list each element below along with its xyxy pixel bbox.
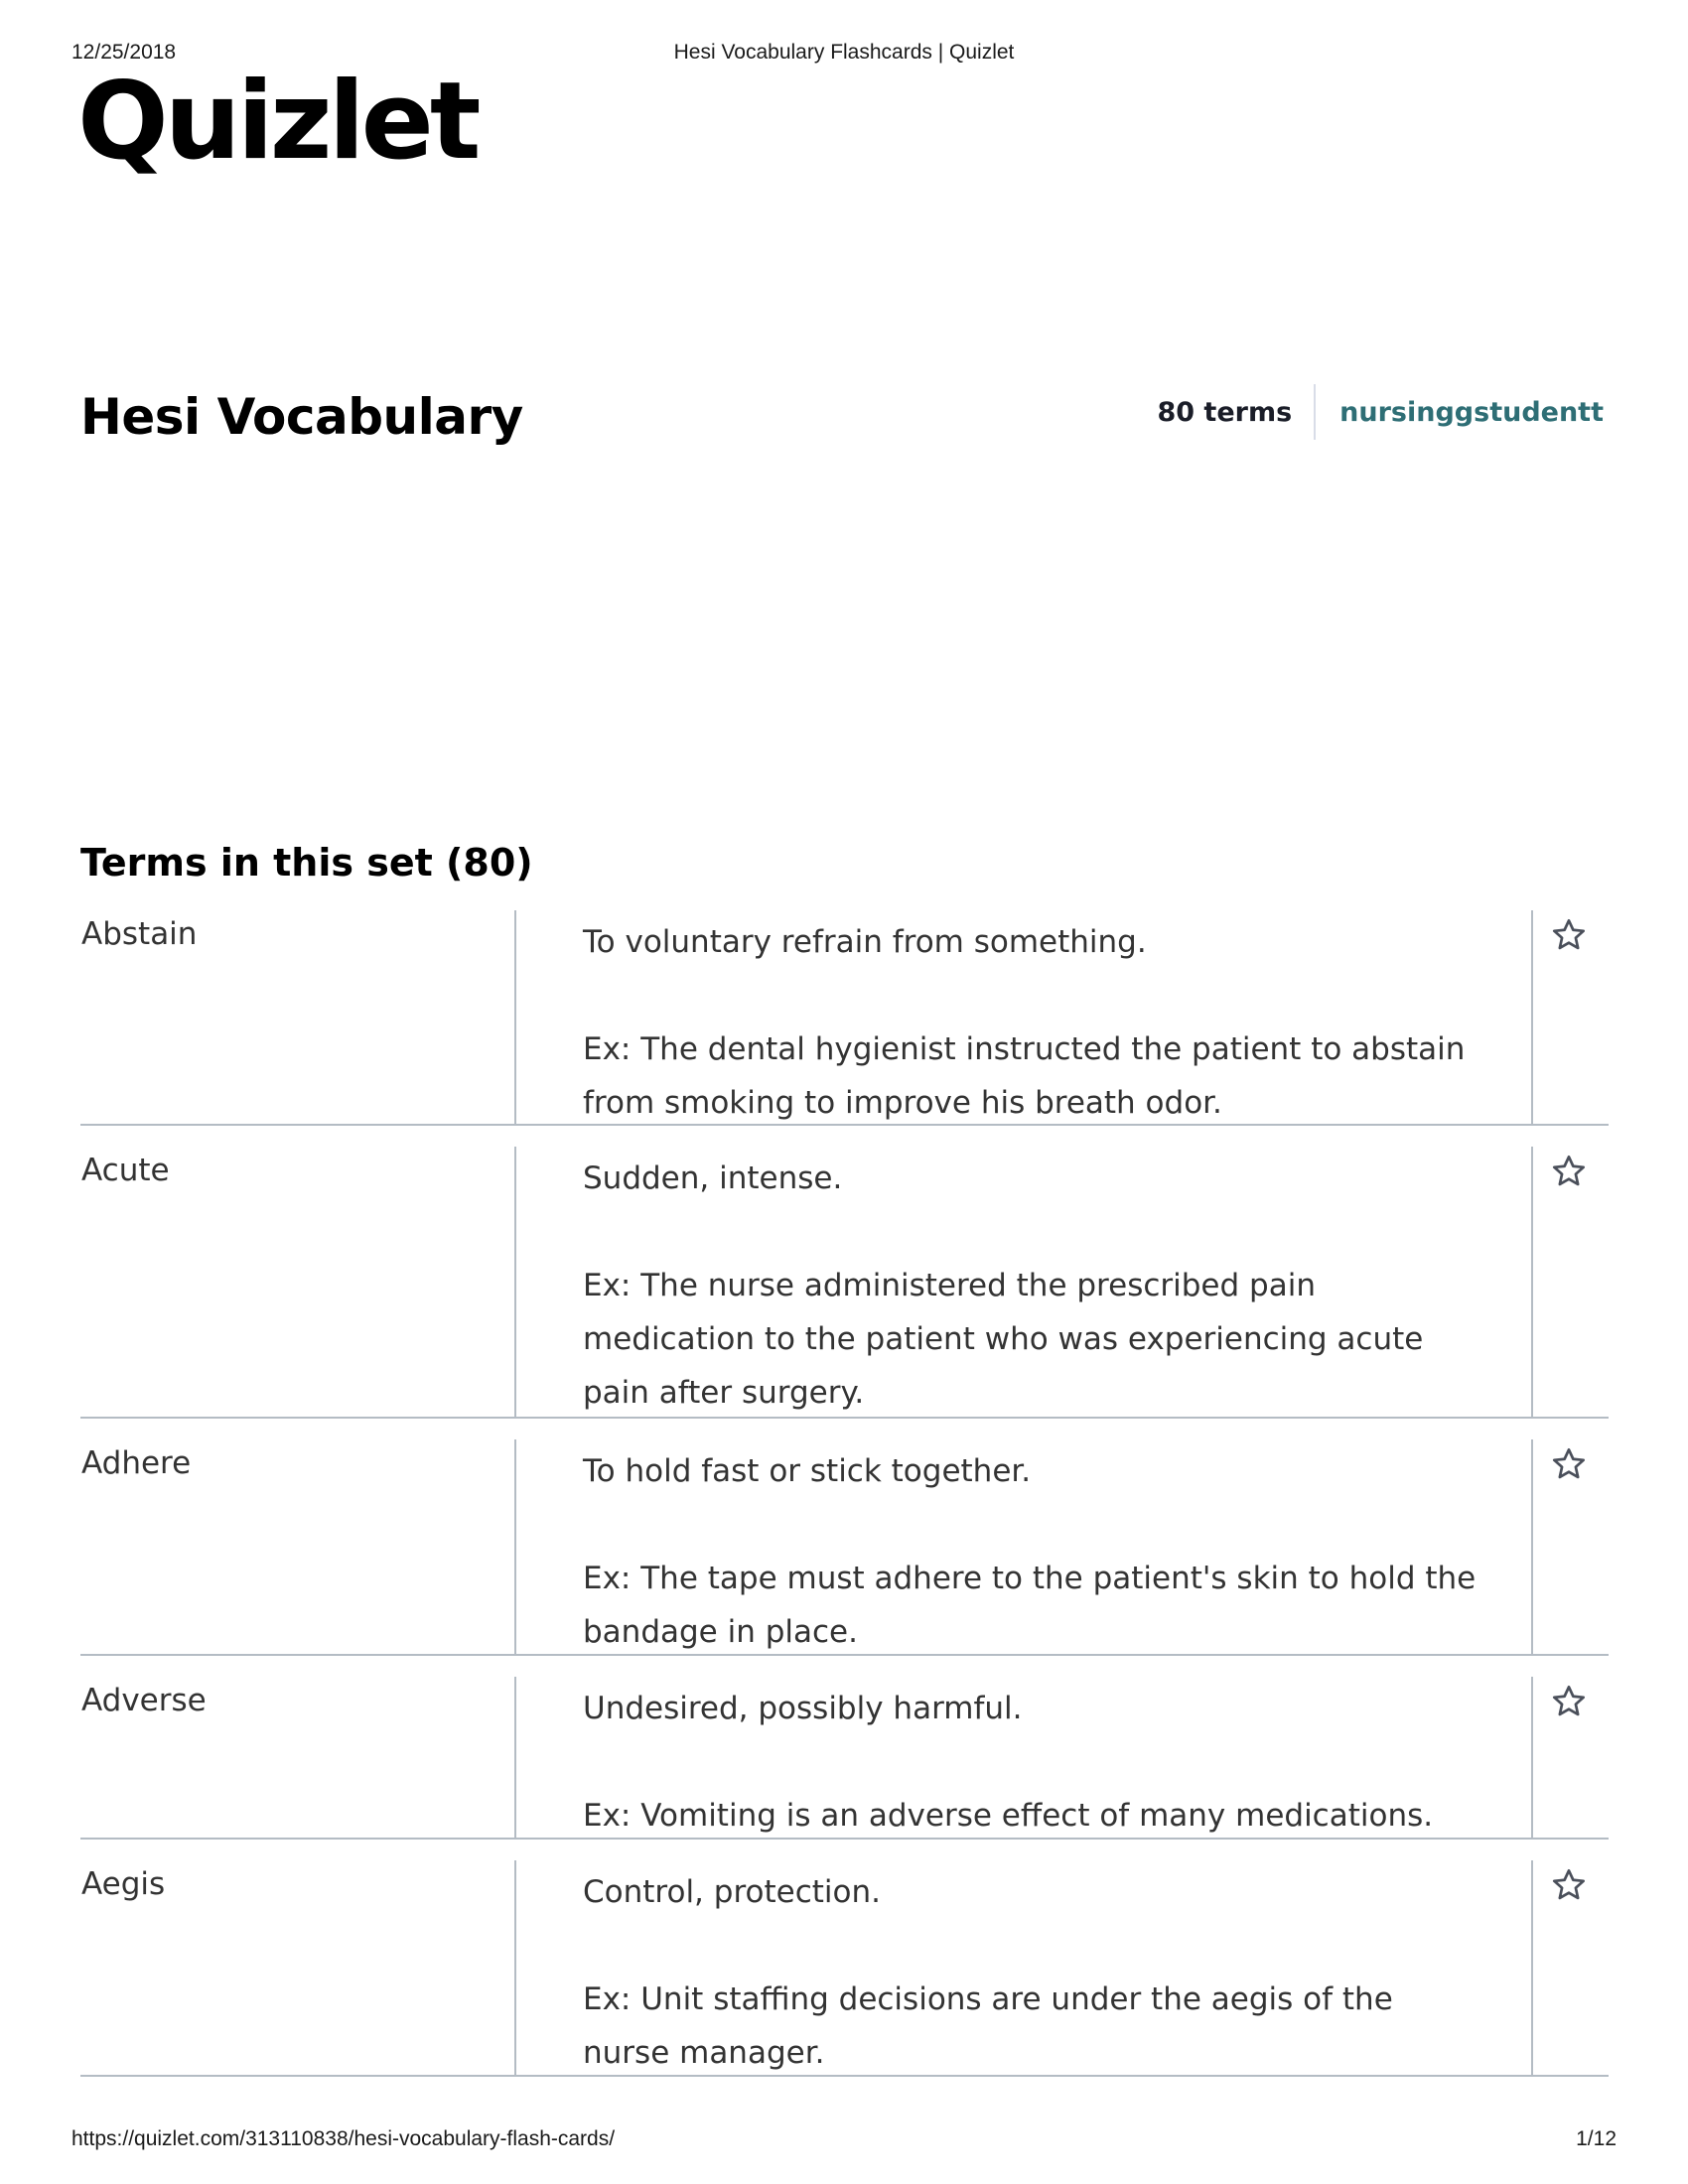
term-definition: To hold fast or stick together. Ex: The tape must adhere to the patient's skin to hold the bandage in place.: [583, 1453, 1477, 1650]
terms-section-title: Terms in this set (80): [80, 841, 533, 885]
term-definition-cell: [514, 1677, 1533, 1838]
print-date: 12/25/2018: [71, 41, 177, 64]
term-definition: Sudden, intense. Ex: The nurse administered the prescribed pain medication to the patient who was experiencing acute pain after surgery.: [583, 1160, 1424, 1411]
term-word: Adhere: [81, 1445, 192, 1481]
star-icon[interactable]: [1551, 917, 1587, 953]
set-meta: [1157, 383, 1604, 441]
term-row: [80, 1677, 1609, 1840]
term-word: Adverse: [81, 1683, 207, 1718]
term-row: [80, 1147, 1609, 1419]
quizlet-logo[interactable]: Quizlet: [77, 60, 478, 184]
term-definition: Control, protection. Ex: Unit staffing decisions are under the aegis of the nurse manager.: [583, 1874, 1393, 2071]
author-link[interactable]: nursinggstudentt: [1339, 396, 1604, 428]
term-row: [80, 910, 1609, 1126]
term-definition-cell: [514, 1439, 1533, 1654]
term-definition-cell: [514, 1147, 1533, 1417]
print-url: https://quizlet.com/313110838/hesi-vocabulary-flash-cards/: [71, 2127, 616, 2150]
term-definition: To voluntary refrain from something. Ex: The dental hygienist instructed the patient to abstain from smoking to improve his breath odor.: [583, 924, 1466, 1121]
term-word: Aegis: [81, 1866, 166, 1902]
term-definition-cell: [514, 1860, 1533, 2075]
star-icon[interactable]: [1551, 1684, 1587, 1719]
term-row: [80, 1439, 1609, 1656]
page-number: 1/12: [1576, 2127, 1617, 2150]
star-icon[interactable]: [1551, 1446, 1587, 1482]
print-title: Hesi Vocabulary Flashcards | Quizlet: [673, 41, 1015, 64]
term-row: [80, 1860, 1609, 2077]
term-count: 80 terms: [1157, 396, 1293, 428]
term-word: Acute: [81, 1153, 170, 1188]
star-icon[interactable]: [1551, 1867, 1587, 1903]
print-footer: [71, 2127, 1617, 2155]
term-word: Abstain: [81, 916, 198, 952]
term-definition: Undesired, possibly harmful. Ex: Vomiting is an adverse effect of many medications.: [583, 1691, 1434, 1834]
page-title: Hesi Vocabulary: [80, 388, 523, 446]
term-definition-cell: [514, 910, 1533, 1124]
star-icon[interactable]: [1551, 1154, 1587, 1189]
terms-list: [80, 910, 1609, 2077]
